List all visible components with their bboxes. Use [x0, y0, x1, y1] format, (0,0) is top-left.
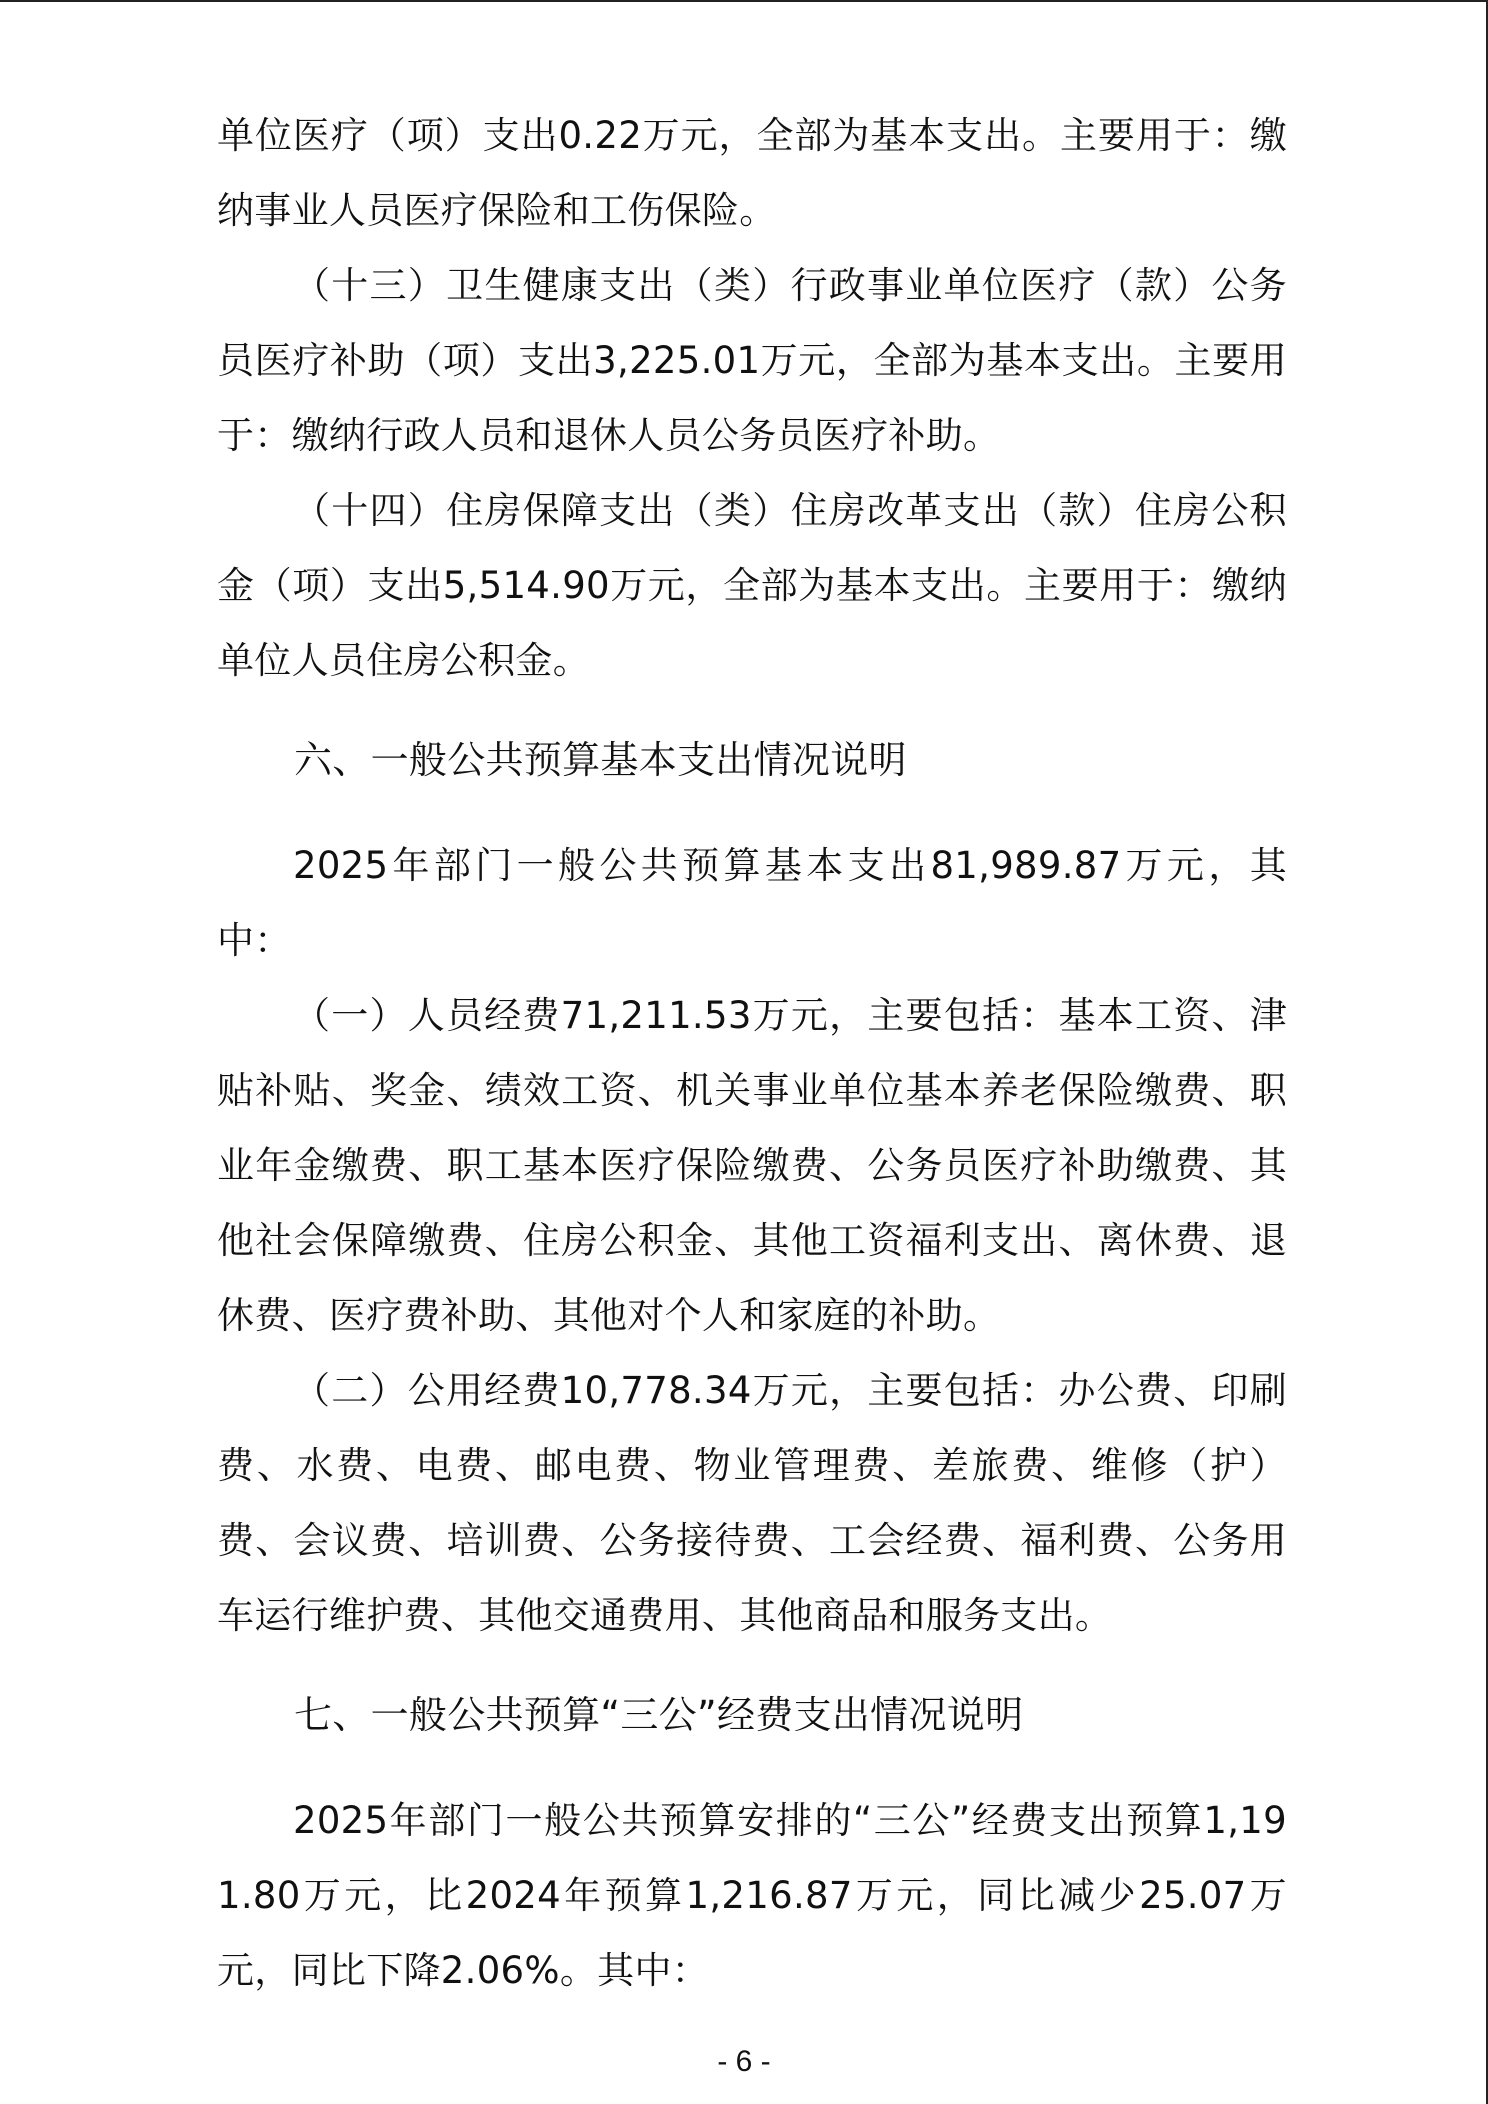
- section-7-heading: 七、一般公共预算“三公”经费支出情况说明: [294, 1693, 1024, 1737]
- section-6-public-expenses: （二）公用经费10,778.34万元，主要包括：办公费、印刷费、水费、电费、邮电费、物业管理费、差旅费、维修（护）费、会议费、培训费、公务接待费、工会经费、福利费、公务用车运行维护费、其他交通费用、其他商品和服务支出。: [217, 1369, 1287, 1637]
- paragraph-item-14: （十四）住房保障支出（类）住房改革支出（款）住房公积金（项）支出5,514.90万元，全部为基本支出。主要用于：缴纳单位人员住房公积金。: [217, 489, 1287, 682]
- paragraph-item-13: （十三）卫生健康支出（类）行政事业单位医疗（款）公务员医疗补助（项）支出3,225.01万元，全部为基本支出。主要用于：缴纳行政人员和退休人员公务员医疗补助。: [217, 264, 1287, 457]
- section-6-heading: 六、一般公共预算基本支出情况说明: [294, 738, 907, 782]
- page-number: - 6 -: [717, 2045, 771, 2078]
- section-6-personnel-expenses: （一）人员经费71,211.53万元，主要包括：基本工资、津贴补贴、奖金、绩效工资、机关事业单位基本养老保险缴费、职业年金缴费、职工基本医疗保险缴费、公务员医疗补助缴费、其他社会保障缴费、住房公积金、其他工资福利支出、离休费、退休费、医疗费补助、其他对个人和家庭的补助。: [217, 994, 1287, 1337]
- section-7-intro: 2025年部门一般公共预算安排的“三公”经费支出预算1,191.80万元，比2024年预算1,216.87万元，同比减少25.07万元，同比下降2.06%。其中：: [217, 1799, 1287, 1992]
- paragraph-health-unit-continuation: 单位医疗（项）支出0.22万元，全部为基本支出。主要用于：缴纳事业人员医疗保险和工伤保险。: [217, 114, 1287, 232]
- section-6-intro: 2025年部门一般公共预算基本支出81,989.87万元，其中：: [217, 844, 1287, 962]
- document-body: [217, 98, 1287, 2008]
